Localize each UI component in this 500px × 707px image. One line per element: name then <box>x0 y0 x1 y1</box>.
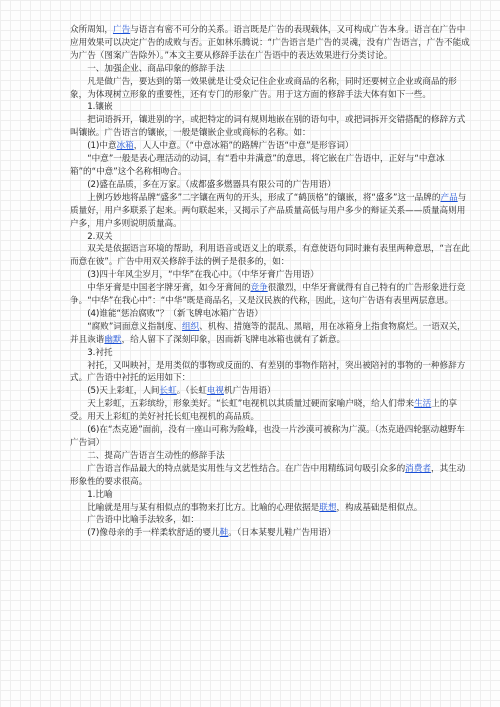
paragraph <box>70 24 470 63</box>
paragraph-text: 上的享受。用天上彩虹的美好衬托长虹电视机的高品质。 <box>70 399 458 423</box>
paragraph <box>70 398 470 424</box>
paragraph-text: 、机构、措施等的混乱、黑暗，用在冰箱身上指食物腐烂。一语双关，并且诙谐 <box>70 321 466 345</box>
paragraph <box>70 450 470 463</box>
paragraph <box>70 308 470 321</box>
keyword-link[interactable]: 生活 <box>414 399 432 410</box>
paragraph <box>70 321 470 347</box>
keyword-link[interactable]: 长虹 <box>159 386 177 397</box>
paragraph-text: 很激烈，中华牙膏就得有自己特有的广告形象进行竞争。“中华”在我心中”：“中华”既是商品名，又是汉民族的代称，因此，这句广告语有表里两层意思。 <box>70 283 466 307</box>
keyword-link[interactable]: 鞋 <box>219 528 229 539</box>
keyword-link[interactable]: 电视 <box>206 386 225 397</box>
paragraph-text: ，其生动形象性的要求很高。 <box>70 463 466 487</box>
paragraph-text: (2)盛在品质，多在万家。（成都盛多燃器具有限公司的广告用语） <box>87 179 336 190</box>
paragraph <box>70 269 470 282</box>
paragraph-text: 二、提高广告语言生动性的修辞手法 <box>87 450 225 461</box>
paragraph-text: (1)中意 <box>87 141 117 152</box>
keyword-link[interactable]: 产品 <box>440 192 458 203</box>
paragraph <box>70 153 470 179</box>
paragraph-text: 双关是依据语言环境的帮助，利用语音或语义上的联系，有意使语句同时兼有表里两种意思，“言在此而意在彼”。广告中用双关修辞手法的例子是很多的，如： <box>70 244 470 268</box>
keyword-link[interactable]: 广告 <box>112 25 131 35</box>
paragraph-text: (6)在“杰克逊”面前，没有一座山可称为险峰，也没一片沙漠可被称为广漠。（杰克逊四轮驱动越野车广告词） <box>70 425 465 448</box>
keyword-link[interactable]: 联想 <box>319 502 337 513</box>
paragraph <box>70 114 470 140</box>
paragraph-text: (7)像母亲的手一样柔软舒适的婴儿 <box>87 528 220 539</box>
paragraph <box>70 527 470 540</box>
paragraph-text: 上例巧妙地将品牌“盛多”二字镶在两句的开头，形成了“鹤顶格”的镶嵌，将“盛多”这一品牌的 <box>87 192 441 203</box>
paragraph-text: 与质量好，用户多联系了起来。两句联起来，又揭示了产品质量高低与用户多少的辩证关系——质量高则用户多，用户多则说明质量高。 <box>70 192 467 229</box>
paragraph <box>70 463 470 489</box>
paragraph-text: 衬托，又叫映衬，是用类似的事物或反面的、有差别的事物作陪衬，突出被陪衬的事物的一种修辞方式。广告语中衬托的运用如下： <box>70 360 466 384</box>
paragraph <box>70 101 470 114</box>
paragraph <box>70 76 470 102</box>
paragraph-text: ，构成基础是相似点。 <box>336 502 423 513</box>
paragraph <box>70 63 470 76</box>
paragraph-text: 广告语言作品最大的特点就是实用性与文艺性结合。在广告中用精练词句吸引众多的 <box>87 463 406 474</box>
paragraph-text: (5)天上彩虹，人间 <box>87 386 160 397</box>
paragraph <box>70 489 470 502</box>
paragraph-text: ，给人留下了深刻印象，因而新飞牌电冰箱也就有了新意。 <box>121 334 346 345</box>
paragraph <box>70 502 470 515</box>
paragraph-text: 3.衬托 <box>87 347 113 358</box>
paragraph-text: “中意”一般是表心理活动的动词，有“看中并满意”的意思，将它嵌在广告语中，正好与“中意冰箱”的“中意”这个名称相吻合。 <box>70 154 445 177</box>
paragraph <box>70 192 470 231</box>
paragraph-text: 比喻就是用与某有相似点的事物来打比方。比喻的心理依据是 <box>87 502 320 513</box>
paragraph <box>70 347 470 360</box>
paragraph <box>70 360 470 386</box>
paragraph-text: “腐败”词面意义指制度、 <box>87 321 183 332</box>
paragraph-text: 。（长虹 <box>176 386 207 397</box>
paragraph-text: 众所周知， <box>70 25 113 35</box>
paragraph <box>70 140 470 153</box>
paragraph-text: 。（日本某婴儿鞋广告用语） <box>228 528 336 539</box>
paragraph <box>70 179 470 192</box>
paragraph <box>70 243 470 269</box>
keyword-link[interactable]: 竞争 <box>250 283 268 294</box>
paragraph-text: 广告语中比喻手法较多，如： <box>87 515 199 526</box>
paragraph-text: 与语言有密不可分的关系。语言既是广告的表现载体，又可构成广告本身。语言在广告中应用效果可以决定广告的成败与否。正如林乐腾说：“广告语言是广告的灵魂，没有广告语言，广告不能成为广告（图案广告除外）。”本文主要从修辞手法在广告语中的表达效果进行分类讨论。 <box>70 25 470 61</box>
paragraph-text: 中华牙膏是中国老字牌牙膏，如今牙膏间的 <box>87 283 251 294</box>
paragraph <box>70 385 470 398</box>
keyword-link[interactable]: 冰箱 <box>116 141 134 152</box>
paragraph <box>70 282 470 308</box>
paragraph <box>70 424 470 450</box>
paragraph <box>70 514 470 527</box>
paragraph-text: 1.镶嵌 <box>87 102 113 113</box>
paragraph-text: 机广告用语） <box>224 386 276 397</box>
paragraph-text: 天上彩虹，五彩缤纷，形象美好。“长虹”电视机以其质量过硬而家喻户晓，给人们带来 <box>87 399 415 410</box>
paragraph <box>70 231 470 244</box>
paragraph-text: 1.比喻 <box>87 489 113 500</box>
keyword-link[interactable]: 消费者 <box>405 463 431 474</box>
paragraph-text: (3)四十年风尘岁月，“中华”在我心中。（中华牙膏广告用语） <box>87 270 319 281</box>
article-body <box>70 24 470 540</box>
paragraph-text: 一、加强企业、商品印象的修辞手法 <box>87 63 225 74</box>
paragraph-text: (4)谁能“惩冶腐败”？（新飞牌电冰箱广告语） <box>87 308 263 319</box>
paragraph-text: 把词语拆开，镶进别的字，或把特定的词有规则地嵌在别的语句中，或把词拆开交错搭配的修辞方式叫镶嵌。广告语言的镶嵌，一般是镶嵌企业或商标的名称。如： <box>70 115 466 139</box>
keyword-link[interactable]: 组织 <box>182 321 200 332</box>
keyword-link[interactable]: 幽默 <box>104 334 122 345</box>
paragraph-text: ，人人中意。（“中意冰箱”的路牌广告语“中意”是形容词） <box>133 141 354 152</box>
paragraph-text: 凡是做广告，要达到的第一效果就是让受众记住企业或商品的名称，同时还要树立企业或商品的形象，为体现树立形象的重要性，还有专门的形象广告。用于这方面的修辞手法大体有如下一些。 <box>70 76 457 100</box>
paragraph-text: 2.双关 <box>87 231 113 242</box>
